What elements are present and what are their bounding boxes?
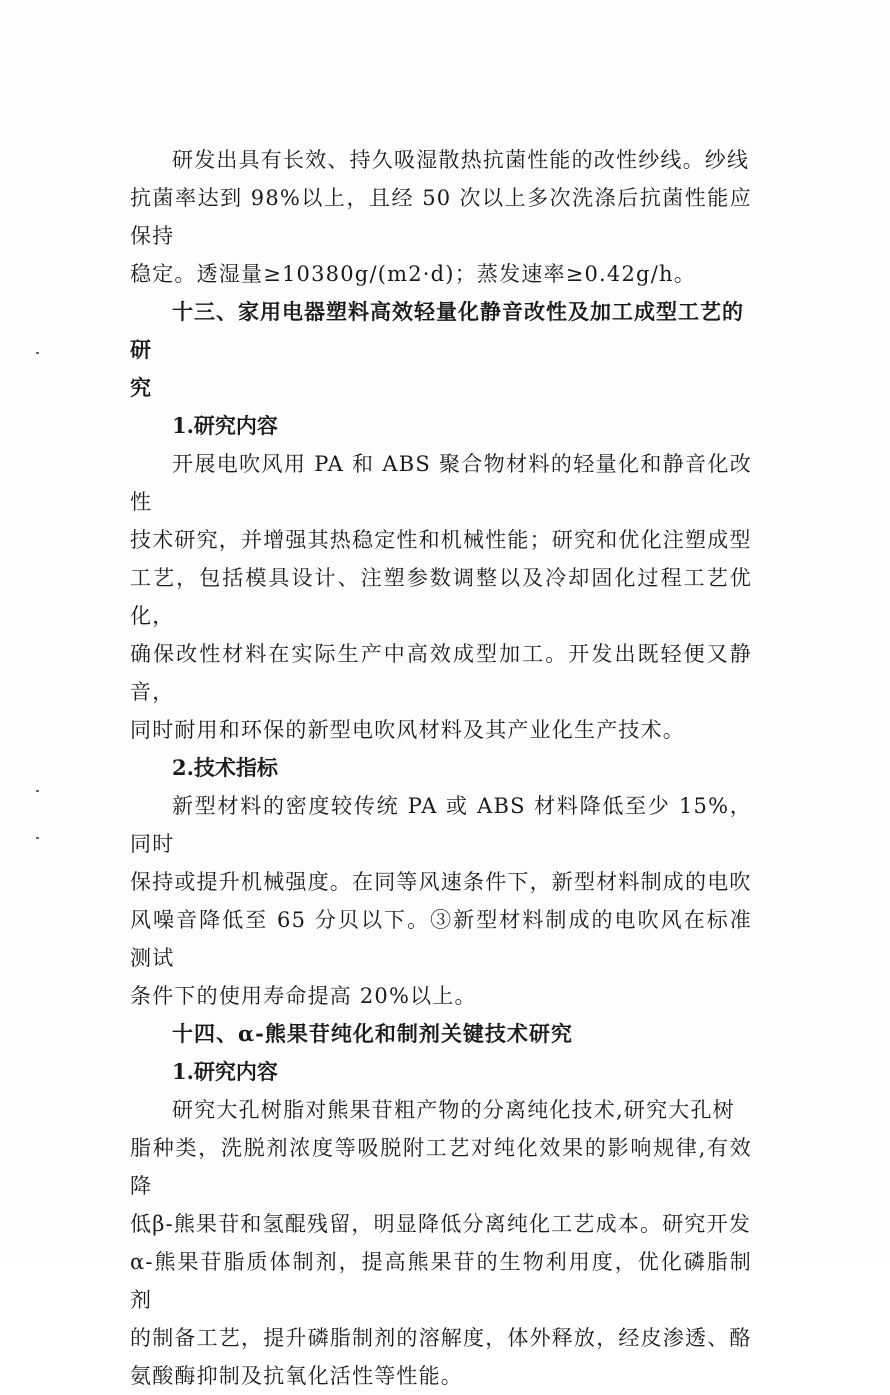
text-line: 工艺，包括模具设计、注塑参数调整以及冷却固化过程工艺优化， [130, 566, 752, 628]
text-line: 技术研究，并增强其热稳定性和机械性能；研究和优化注塑成型 [130, 528, 752, 552]
text-line: 研发出具有长效、持久吸湿散热抗菌性能的改性纱线。纱线 [172, 148, 750, 172]
section-14-content [130, 1091, 752, 1395]
text-line: 确保改性材料在实际生产中高效成型加工。开发出既轻便又静音， [130, 642, 752, 704]
text-line: 稳定。透湿量≥10380g/(m2·d)；蒸发速率≥0.42g/h。 [130, 262, 696, 286]
text-line: α-熊果苷脂质体制剂，提高熊果苷的生物利用度，优化磷脂制剂 [130, 1250, 752, 1312]
technical-indicators-heading: 2.技术指标 [172, 755, 278, 780]
text-line: 低β-熊果苷和氢醌残留，明显降低分离纯化工艺成本。研究开发 [130, 1212, 752, 1236]
section-13-indicators [130, 787, 752, 1015]
text-line: 脂种类，洗脱剂浓度等吸脱附工艺对纯化效果的影响规律,有效降 [130, 1136, 752, 1198]
text-line: 新型材料的密度较传统 PA 或 ABS 材料降低至少 15%，同时 [130, 794, 752, 856]
text-line: 条件下的使用寿命提高 20%以上。 [130, 984, 477, 1008]
section-13-heading [130, 293, 752, 407]
text-line: 抗菌率达到 98%以上，且经 50 次以上多次洗涤后抗菌性能应保持 [130, 186, 752, 248]
margin-mark [36, 352, 39, 354]
text-line: 的制备工艺，提升磷脂制剂的溶解度，体外释放，经皮渗透、酪 [130, 1326, 752, 1350]
margin-mark [36, 837, 39, 839]
text-line: 开展电吹风用 PA 和 ABS 聚合物材料的轻量化和静音化改性 [130, 452, 752, 514]
research-content-heading: 1.研究内容 [172, 413, 278, 438]
document-body [130, 141, 752, 1395]
intro-paragraph [130, 141, 752, 293]
text-line: 研究大孔树脂对熊果苷粗产物的分离纯化技术,研究大孔树 [172, 1098, 735, 1122]
margin-mark [36, 790, 39, 792]
text-line: 氨酸酶抑制及抗氧化活性等性能。 [130, 1364, 463, 1388]
text-line: 保持或提升机械强度。在同等风速条件下，新型材料制成的电吹 [130, 870, 752, 894]
text-line: 风噪音降低至 65 分贝以下。③新型材料制成的电吹风在标准测试 [130, 908, 752, 970]
text-line: 同时耐用和环保的新型电吹风材料及其产业化生产技术。 [130, 718, 685, 742]
heading-line: 十三、家用电器塑料高效轻量化静音改性及加工成型工艺的研 [130, 299, 744, 362]
research-content-heading: 1.研究内容 [172, 1059, 278, 1084]
section-13-content [130, 445, 752, 749]
section-14-heading: 十四、α-熊果苷纯化和制剂关键技术研究 [172, 1021, 573, 1046]
heading-line: 究 [130, 375, 152, 400]
